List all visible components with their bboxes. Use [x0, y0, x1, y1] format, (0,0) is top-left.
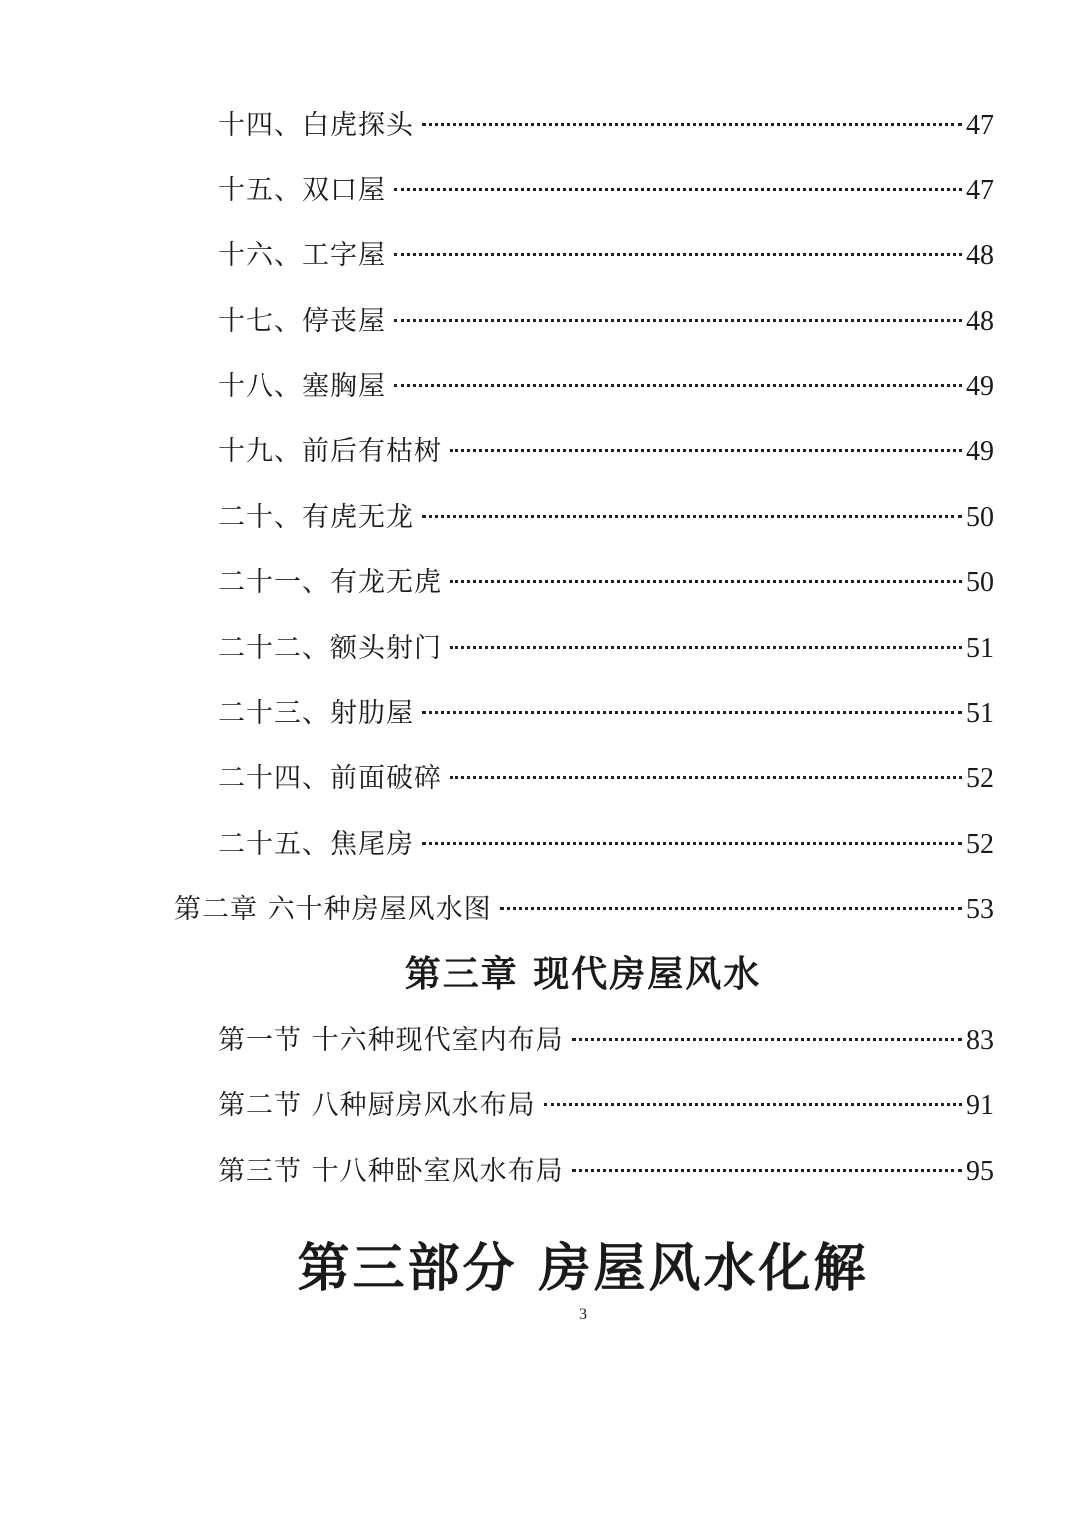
- toc-entry-page: 47: [966, 110, 994, 141]
- toc-entry-title: 第二节 八种厨房风水布局: [218, 1090, 536, 1121]
- dot-leader: [422, 711, 962, 714]
- toc-entry-page: 51: [966, 633, 994, 664]
- toc-entry[interactable]: [218, 1021, 994, 1061]
- dot-leader: [572, 1038, 962, 1041]
- toc-entry-title: 二十四、前面破碎: [218, 763, 442, 794]
- toc-entry[interactable]: [218, 171, 994, 211]
- toc-entry[interactable]: [218, 563, 994, 603]
- chapter-heading: 第三章 现代房屋风水: [404, 954, 762, 995]
- toc-entry-title: 二十三、射肋屋: [218, 698, 414, 729]
- toc-entry[interactable]: [218, 432, 994, 472]
- toc-entry-title: 十五、双口屋: [218, 175, 386, 206]
- toc-entry[interactable]: [218, 367, 994, 407]
- dot-leader: [450, 580, 962, 583]
- toc-entry-title: 二十五、焦尾房: [218, 829, 414, 860]
- toc-chapter-page: 53: [966, 894, 994, 925]
- toc-entry-title: 十七、停丧屋: [218, 306, 386, 337]
- toc-entry-title: 第一节 十六种现代室内布局: [218, 1025, 564, 1056]
- dot-leader: [572, 1169, 962, 1172]
- toc-entry-page: 91: [966, 1090, 994, 1121]
- toc-entry-page: 50: [966, 502, 994, 533]
- part-heading: 第三部分 房屋风水化解: [297, 1239, 869, 1299]
- toc-entry-page: 52: [966, 763, 994, 794]
- toc-entry-page: 95: [966, 1156, 994, 1187]
- toc-entry[interactable]: [218, 694, 994, 734]
- toc-entry-page: 50: [966, 567, 994, 598]
- dot-leader: [394, 253, 962, 256]
- toc-entry-page: 47: [966, 175, 994, 206]
- toc-entry-page: 49: [966, 371, 994, 402]
- toc-entry[interactable]: [218, 236, 994, 276]
- toc-entry-title: 十九、前后有枯树: [218, 436, 442, 467]
- dot-leader: [450, 646, 962, 649]
- toc-entry-title: 二十一、有龙无虎: [218, 567, 442, 598]
- toc-entry-page: 49: [966, 436, 994, 467]
- dot-leader: [394, 319, 962, 322]
- toc-entry-page: 52: [966, 829, 994, 860]
- dot-leader: [394, 188, 962, 191]
- toc-entry-title: 二十二、额头射门: [218, 633, 442, 664]
- dot-leader: [422, 123, 962, 126]
- dot-leader: [422, 515, 962, 518]
- dot-leader: [544, 1103, 962, 1106]
- toc-entry[interactable]: [218, 106, 994, 146]
- dot-leader: [422, 842, 962, 845]
- toc-entry[interactable]: [218, 1086, 994, 1126]
- dot-leader: [394, 384, 962, 387]
- toc-entry[interactable]: [218, 629, 994, 669]
- toc-entry-page: 51: [966, 698, 994, 729]
- toc-entry-title: 第三节 十八种卧室风水布局: [218, 1156, 564, 1187]
- toc-entry-title: 十六、工字屋: [218, 240, 386, 271]
- toc-chapter-title: 第二章 六十种房屋风水图: [174, 894, 492, 925]
- toc-entry-page: 48: [966, 306, 994, 337]
- toc-entry[interactable]: [218, 1152, 994, 1192]
- toc-entry[interactable]: [218, 825, 994, 865]
- toc-entry[interactable]: [218, 302, 994, 342]
- dot-leader: [450, 449, 962, 452]
- dot-leader: [500, 907, 962, 910]
- page-number: 3: [579, 1306, 587, 1323]
- toc-entry-title: 十四、白虎探头: [218, 110, 414, 141]
- toc-entry-title: 十八、塞胸屋: [218, 371, 386, 402]
- toc-entry-title: 二十、有虎无龙: [218, 502, 414, 533]
- toc-entry-page: 83: [966, 1025, 994, 1056]
- toc-entry-page: 48: [966, 240, 994, 271]
- toc-entry[interactable]: [218, 759, 994, 799]
- toc-chapter-entry[interactable]: [174, 890, 994, 930]
- toc-entry[interactable]: [218, 498, 994, 538]
- dot-leader: [450, 776, 962, 779]
